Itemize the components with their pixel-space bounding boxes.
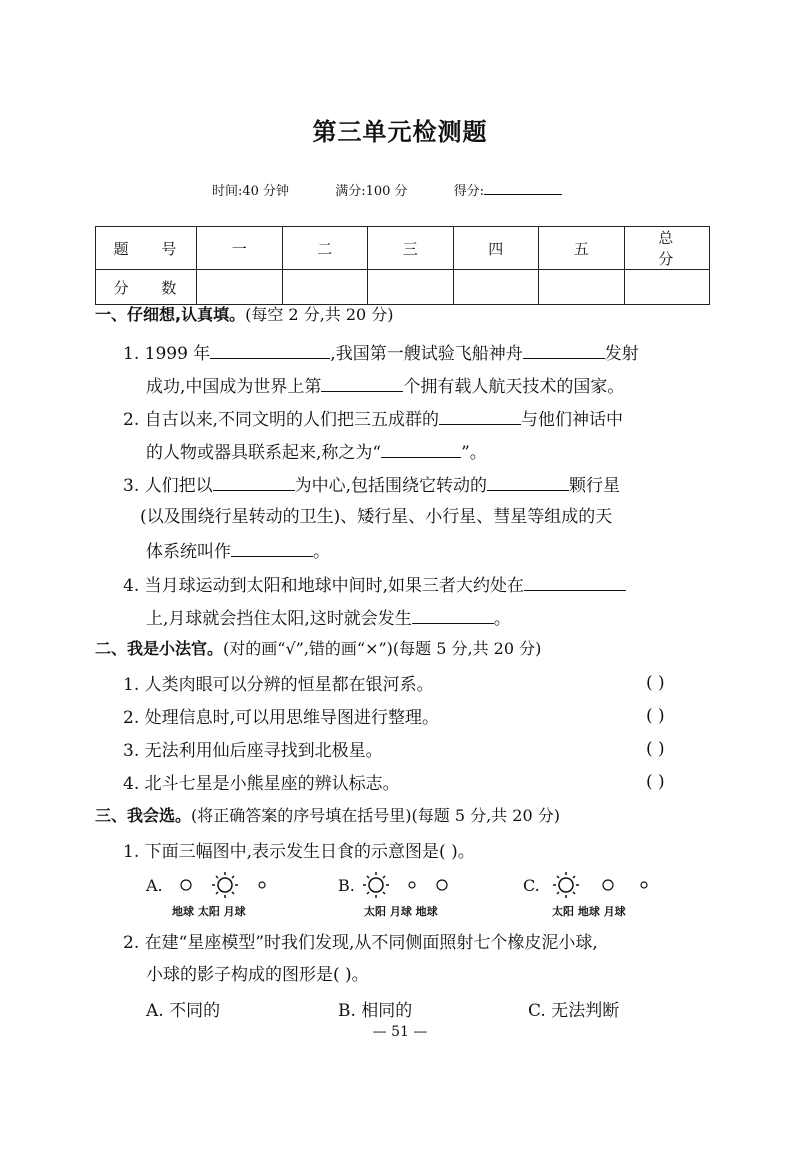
section-note: (将正确答案的序号填在括号里)(每题 5 分,共 20 分)	[191, 806, 560, 825]
moon-icon	[641, 882, 647, 888]
question-1-3-cont: (以及围绕行星转动的卫生)、矮行星、小行星、彗星等组成的天	[140, 507, 613, 527]
sun-icon	[363, 872, 389, 898]
answer-blank[interactable]	[213, 472, 295, 491]
question-1-4	[123, 572, 626, 598]
answer-blank[interactable]	[231, 538, 313, 557]
text: 4. 当月球运动到太阳和地球中间时,如果三者大约处在	[123, 576, 525, 596]
earth-icon	[437, 880, 447, 890]
section-title: 一、仔细想,认真填。	[95, 305, 246, 324]
text: 颗行星	[569, 476, 621, 496]
text: 2. 自古以来,不同文明的人们把三五成群的	[123, 410, 440, 430]
option-b-caption: 太阳 月球 地球	[364, 905, 438, 918]
text: ,我国第一艘试验飞船神舟	[330, 344, 523, 364]
table-cell: 一	[197, 227, 283, 270]
answer-blank[interactable]	[523, 340, 605, 359]
answer-blank[interactable]	[381, 439, 461, 458]
text: 。	[493, 609, 511, 629]
option-c-caption: 太阳 地球 月球	[552, 905, 626, 918]
section-2-heading	[95, 637, 541, 661]
section-note: (每空 2 分,共 20 分)	[245, 305, 394, 324]
earth-icon	[181, 880, 191, 890]
choice-question-1: 1. 下面三幅图中,表示发生日食的示意图是( )。	[123, 842, 475, 862]
question-1-1	[123, 340, 639, 366]
section-1-heading	[95, 303, 394, 327]
text: 3. 人们把以	[123, 476, 213, 496]
answer-blank[interactable]	[412, 605, 494, 624]
text: 为中心,包括围绕它转动的	[294, 476, 488, 496]
choice-b[interactable]: B. 相同的	[338, 1001, 413, 1021]
answer-paren[interactable]: ( )	[646, 739, 665, 759]
table-row	[96, 270, 710, 305]
answer-blank[interactable]	[487, 472, 569, 491]
page-number: — 51 —	[372, 1024, 428, 1040]
question-1-4-cont	[146, 605, 511, 631]
text: 。	[313, 542, 330, 562]
answer-paren[interactable]: ( )	[646, 673, 665, 693]
table-cell: 总 分	[624, 227, 710, 270]
table-cell: 三	[368, 227, 454, 270]
choice-question-2-cont: 小球的影子构成的图形是( )。	[146, 965, 369, 985]
option-a-label[interactable]: A.	[146, 876, 163, 895]
text: 发射	[604, 344, 639, 364]
text: 1. 1999 年	[123, 344, 211, 364]
time-limit: 时间:40 分钟	[212, 184, 290, 199]
earth-icon	[603, 880, 613, 890]
table-cell: 分 数	[96, 270, 197, 305]
score-table	[95, 226, 710, 305]
score-label: 得分:	[453, 184, 485, 199]
text: 个拥有载人航天技术的国家。	[403, 377, 625, 397]
answer-blank[interactable]	[210, 340, 330, 359]
question-1-3-end	[146, 538, 330, 564]
score-cell[interactable]	[453, 270, 539, 305]
option-c-diagram	[550, 871, 660, 901]
text: 上,月球就会挡住太阳,这时就会发生	[146, 609, 412, 629]
text: 成功,中国成为世界上第	[146, 377, 322, 397]
question-1-2-cont	[146, 439, 487, 465]
score-cell[interactable]	[368, 270, 454, 305]
section-title: 二、我是小法官。	[95, 639, 224, 658]
score-cell[interactable]	[539, 270, 625, 305]
question-1-1-cont	[146, 373, 624, 399]
page-title: 第三单元检测题	[312, 118, 488, 146]
table-cell: 题 号	[96, 227, 197, 270]
choice-question-2: 2. 在建“星座模型”时我们发现,从不同侧面照射七个橡皮泥小球,	[123, 933, 598, 953]
section-3-heading	[95, 804, 560, 828]
choice-c[interactable]: C. 无法判断	[528, 1001, 620, 1021]
section-note: (对的画“√”,错的画“×”)(每题 5 分,共 20 分)	[223, 639, 542, 658]
section-title: 三、我会选。	[95, 806, 192, 825]
text: 与他们神话中	[521, 410, 624, 430]
judge-item: 1. 人类肉眼可以分辨的恒星都在银河系。	[123, 675, 434, 695]
moon-icon	[409, 882, 415, 888]
exam-meta	[212, 180, 604, 199]
answer-blank[interactable]	[439, 406, 521, 425]
option-a-diagram	[170, 871, 280, 901]
table-cell: 二	[282, 227, 368, 270]
answer-blank[interactable]	[524, 572, 626, 591]
sun-icon	[212, 872, 238, 898]
judge-item: 3. 无法利用仙后座寻找到北极星。	[123, 741, 383, 761]
question-1-2	[123, 406, 623, 432]
text: 的人物或器具联系起来,称之为“	[146, 443, 382, 463]
answer-paren[interactable]: ( )	[646, 706, 665, 726]
full-score: 满分:100 分	[335, 184, 408, 199]
score-cell[interactable]	[624, 270, 710, 305]
option-a-caption: 地球 太阳 月球	[172, 905, 246, 918]
score-blank[interactable]	[484, 180, 562, 195]
text: ”。	[461, 443, 487, 463]
score-cell[interactable]	[197, 270, 283, 305]
option-c-label[interactable]: C.	[523, 876, 540, 895]
question-1-3	[123, 472, 620, 498]
score-cell[interactable]	[282, 270, 368, 305]
judge-item: 4. 北斗七星是小熊星座的辨认标志。	[123, 774, 400, 794]
text: 体系统叫作	[146, 542, 231, 562]
table-cell: 四	[453, 227, 539, 270]
option-b-label[interactable]: B.	[338, 876, 355, 895]
choice-a[interactable]: A. 不同的	[146, 1001, 221, 1021]
table-row	[96, 227, 710, 270]
judge-item: 2. 处理信息时,可以用思维导图进行整理。	[123, 708, 440, 728]
table-cell: 五	[539, 227, 625, 270]
moon-icon	[259, 882, 265, 888]
option-b-diagram	[360, 871, 470, 901]
answer-paren[interactable]: ( )	[646, 772, 665, 792]
sun-icon	[553, 872, 579, 898]
answer-blank[interactable]	[321, 373, 403, 392]
